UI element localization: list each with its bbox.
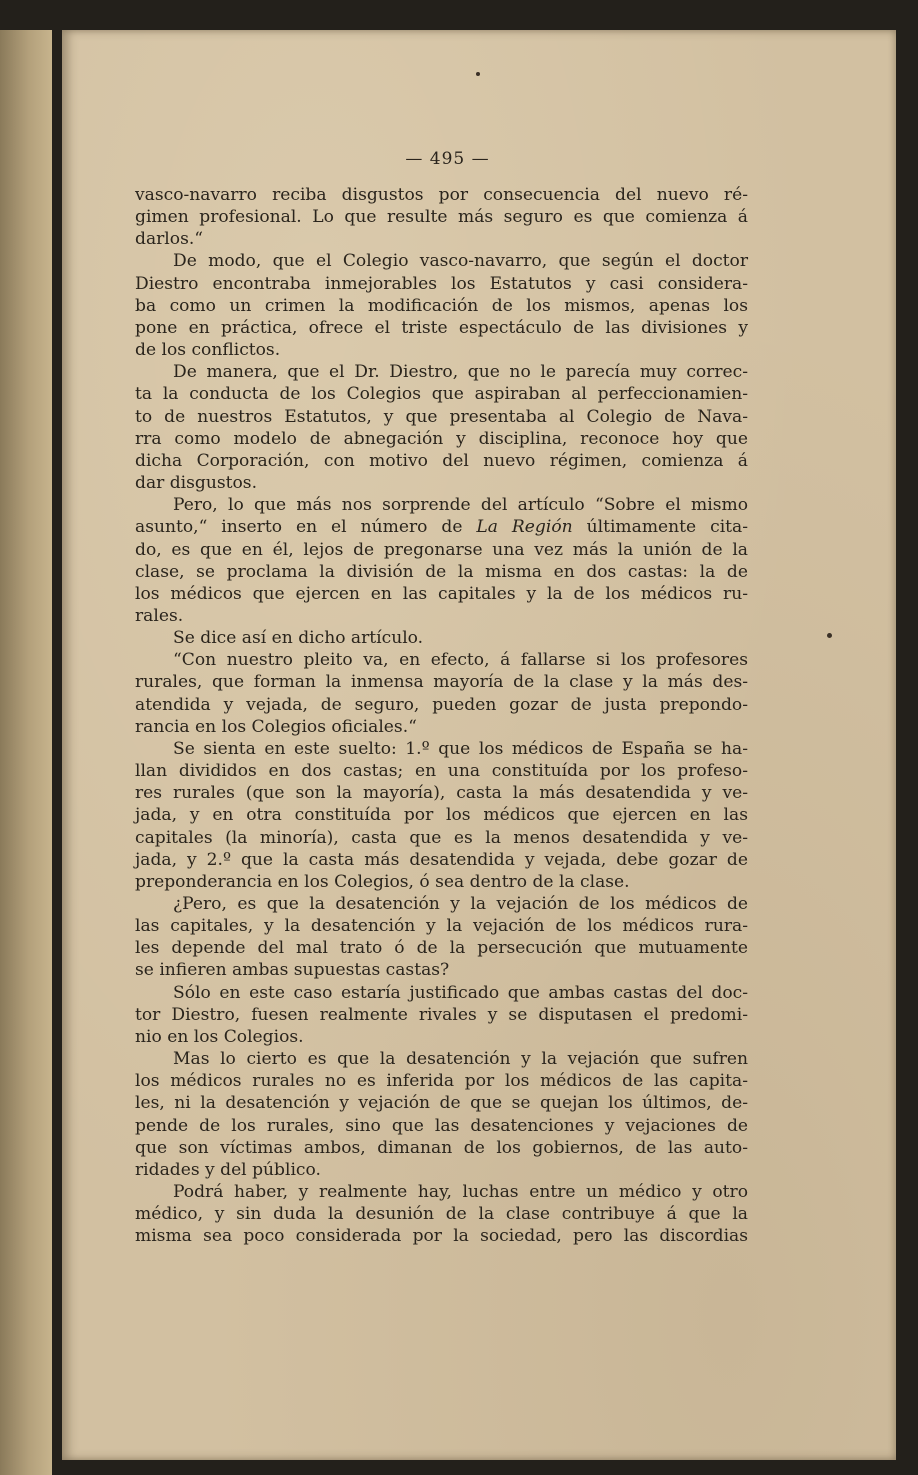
text-line: Podrá haber, y realmente hay, luchas entre un médico y otro bbox=[173, 1182, 748, 1203]
text-line: darlos.“ bbox=[135, 229, 204, 250]
text-line: llan divididos en dos castas; en una constituída por los profeso- bbox=[135, 761, 748, 782]
text-line: Sólo en este caso estaría justificado que ambas castas del doc- bbox=[173, 982, 748, 1003]
text-line: tor Diestro, fuesen realmente rivales y se disputasen el predomi- bbox=[135, 1004, 748, 1025]
text-body bbox=[135, 148, 748, 1248]
text-line: las capitales, y la desatención y la vejación de los médicos rura- bbox=[135, 916, 748, 937]
text-line: De modo, que el Colegio vasco-navarro, que según el doctor bbox=[173, 251, 748, 272]
text-line-with-italic bbox=[135, 516, 748, 538]
text-line: les depende del mal trato ó de la persecución que mutuamente bbox=[135, 938, 748, 959]
text-line: jada, y 2.º que la casta más desatendida y vejada, debe gozar de bbox=[135, 849, 748, 870]
text-line: les, ni la desatención y vejación de que se quejan los últimos, de- bbox=[135, 1093, 748, 1114]
text-line: dar disgustos. bbox=[135, 473, 258, 494]
text-line: gimen profesional. Lo que resulte más seguro es que comienza á bbox=[135, 207, 748, 228]
journal-title: La Región bbox=[476, 517, 573, 538]
text-line: se infieren ambas supuestas castas? bbox=[135, 960, 450, 981]
text-line: médico, y sin duda la desunión de la clase contribuye á que la bbox=[135, 1204, 748, 1225]
text-line: De manera, que el Dr. Diestro, que no le parecía muy correc- bbox=[173, 362, 748, 383]
text-line: dicha Corporación, con motivo del nuevo régimen, comienza á bbox=[135, 450, 748, 471]
text-line: rra como modelo de abnegación y disciplina, reconoce hoy que bbox=[135, 428, 748, 449]
page-number: — 495 — bbox=[405, 149, 490, 169]
text-line: capitales (la minoría), casta que es la menos desatendida y ve- bbox=[135, 827, 748, 848]
text-line: de los conflictos. bbox=[135, 340, 281, 361]
text-line: “Con nuestro pleito va, en efecto, á fallarse si los profesores bbox=[173, 650, 748, 671]
text-line: pone en práctica, ofrece el triste espectáculo de las divisiones y bbox=[135, 317, 748, 338]
text-line: rurales, que forman la inmensa mayoría de la clase y la más des- bbox=[135, 672, 748, 693]
text-line: vasco-navarro reciba disgustos por consecuencia del nuevo ré- bbox=[135, 185, 748, 205]
previous-page-edge bbox=[0, 30, 52, 1475]
ink-speck bbox=[827, 633, 832, 638]
text-line: jada, y en otra constituída por los médicos que ejercen en las bbox=[135, 805, 748, 826]
text-line: pende de los rurales, sino que las desatenciones y vejaciones de bbox=[135, 1115, 748, 1136]
text-line: los médicos que ejercen en las capitales y la de los médicos ru- bbox=[135, 583, 748, 604]
text-line: do, es que en él, lejos de pregonarse una vez más la unión de la bbox=[135, 539, 748, 560]
text-fragment: asunto,“ inserto en el número de bbox=[135, 517, 463, 538]
text-line: Diestro encontraba inmejorables los Estatutos y casi considera- bbox=[135, 273, 748, 294]
text-line: Se sienta en este suelto: 1.º que los médicos de España se ha- bbox=[173, 738, 748, 759]
text-line: rales. bbox=[135, 605, 184, 626]
text-line: misma sea poco considerada por la sociedad, pero las discordias bbox=[135, 1226, 748, 1247]
text-line: que son víctimas ambos, dimanan de los gobiernos, de las auto- bbox=[135, 1137, 748, 1158]
text-line: Se dice así en dicho artículo. bbox=[173, 628, 424, 649]
text-line: rancia en los Colegios oficiales.“ bbox=[135, 716, 417, 737]
text-line: Pero, lo que más nos sorprende del artículo “Sobre el mismo bbox=[173, 495, 748, 516]
text-line: res rurales (que son la mayoría), casta la más desatendida y ve- bbox=[135, 783, 748, 804]
text-line: nio en los Colegios. bbox=[135, 1026, 304, 1047]
text-line: Mas lo cierto es que la desatención y la vejación que sufren bbox=[173, 1049, 748, 1070]
text-fragment: últimamente cita- bbox=[586, 517, 749, 538]
text-line: los médicos rurales no es inferida por los médicos de las capita- bbox=[135, 1071, 748, 1092]
text-line: preponderancia en los Colegios, ó sea dentro de la clase. bbox=[135, 871, 630, 892]
text-line: to de nuestros Estatutos, y que presentaba al Colegio de Nava- bbox=[135, 406, 748, 427]
text-line: atendida y vejada, de seguro, pueden gozar de justa prepondo- bbox=[135, 694, 748, 715]
text-line: clase, se proclama la división de la misma en dos castas: la de bbox=[135, 561, 748, 582]
text-line: ridades y del público. bbox=[135, 1159, 321, 1180]
text-line: ¿Pero, es que la desatención y la vejación de los médicos de bbox=[173, 894, 748, 914]
text-line: ta la conducta de los Colegios que aspiraban al perfeccionamien- bbox=[135, 384, 748, 405]
text-line: ba como un crimen la modificación de los mismos, apenas los bbox=[135, 295, 748, 316]
ink-speck bbox=[476, 72, 480, 76]
